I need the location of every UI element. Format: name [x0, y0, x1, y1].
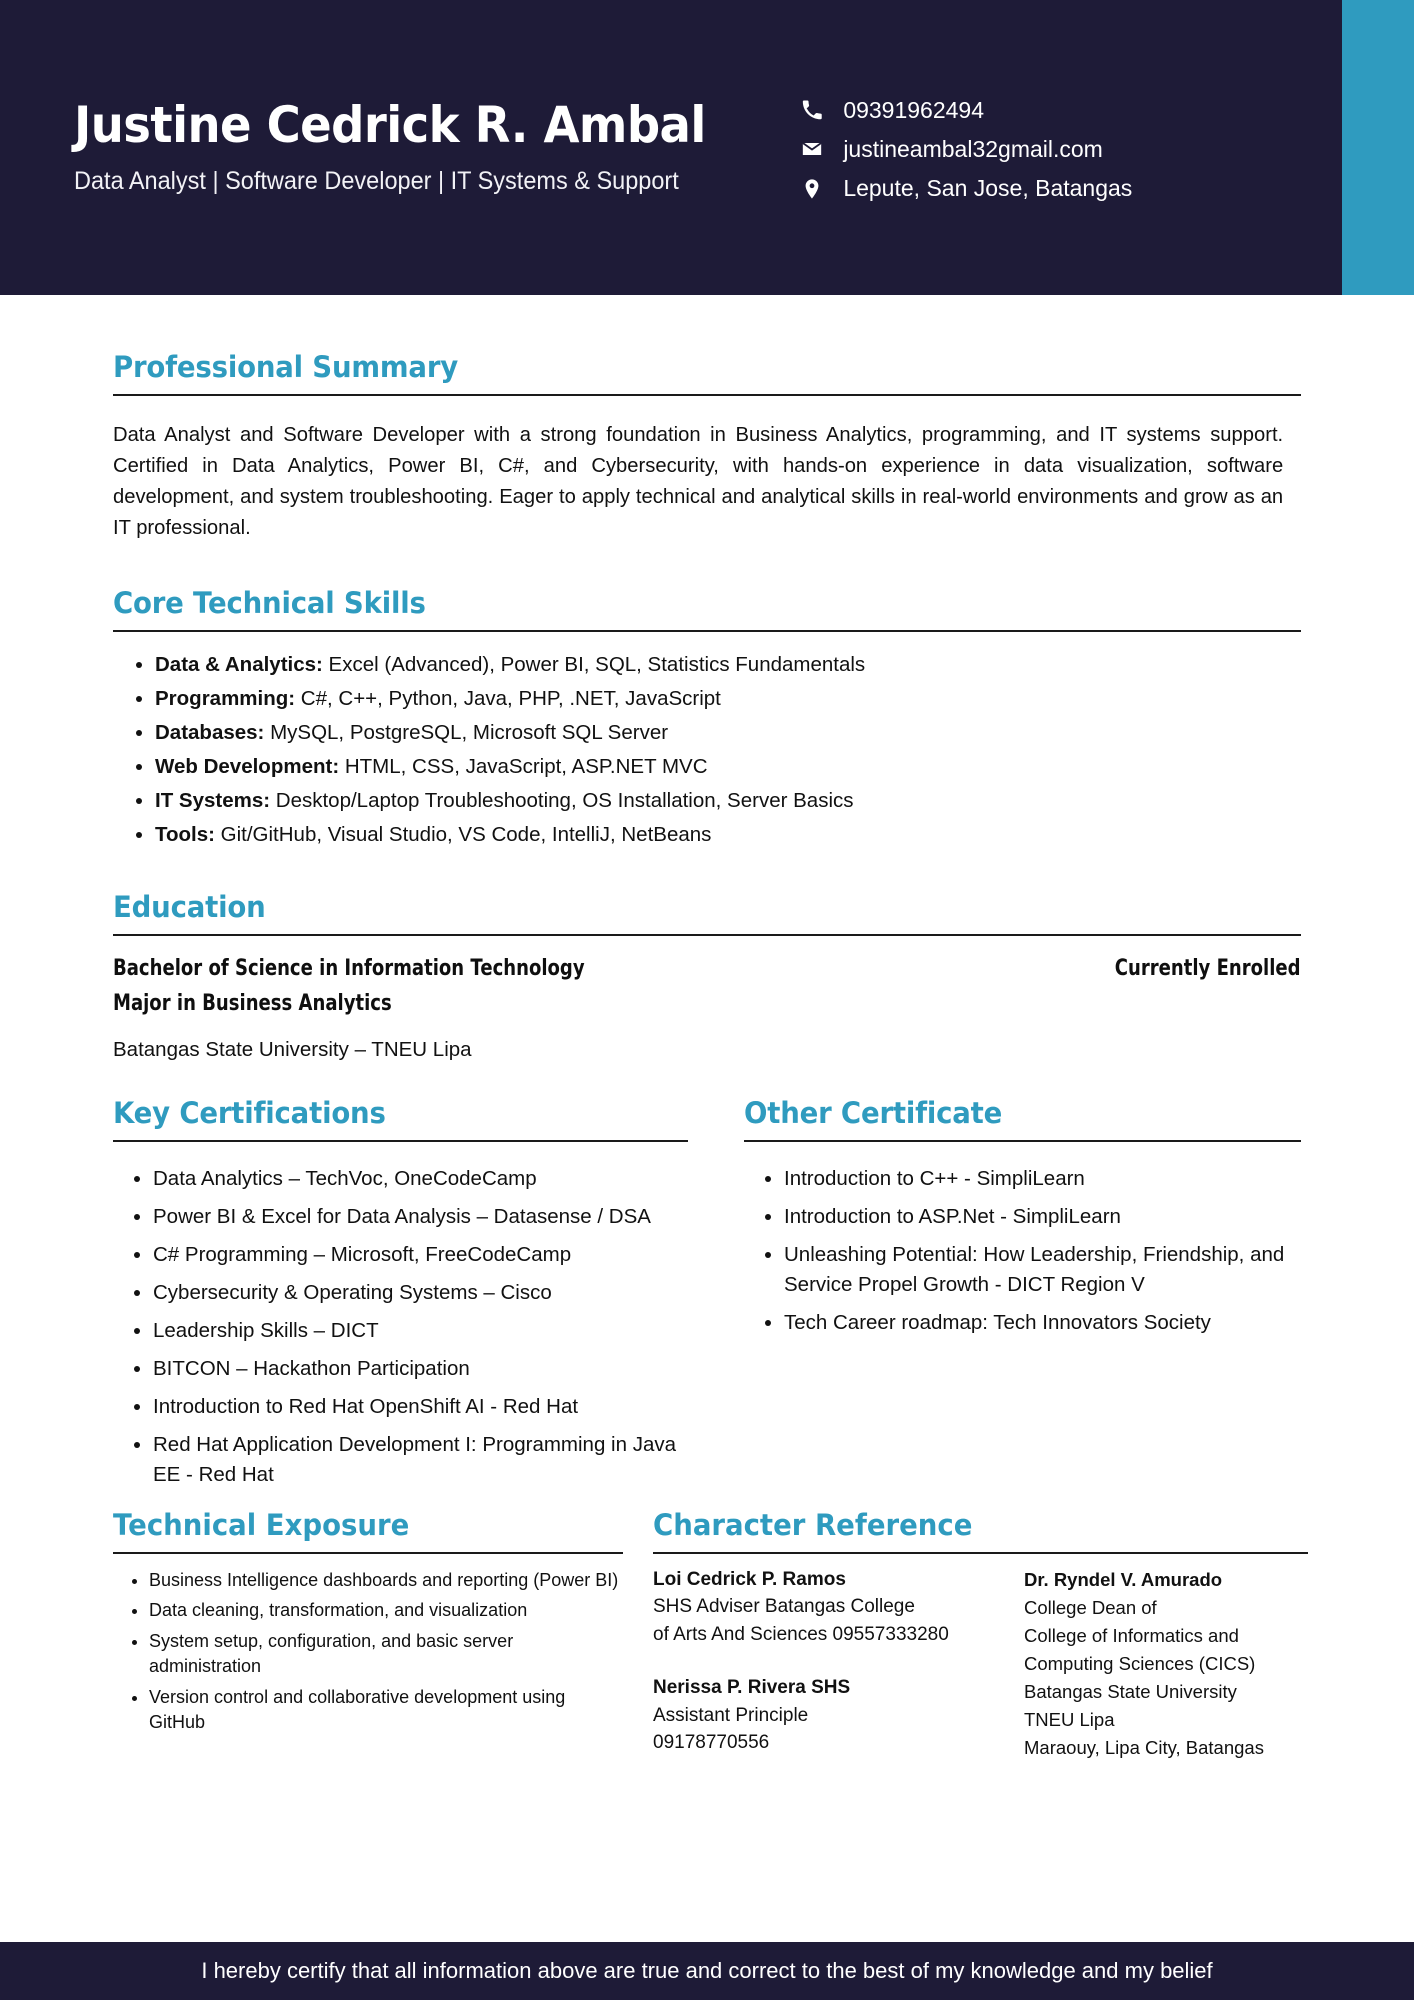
section-professional-summary [113, 350, 1301, 544]
list-item: • Version control and collaborative development using GitHub [149, 1685, 623, 1736]
skill-label: Web Development: [155, 755, 340, 778]
list-item: • Tech Career roadmap: Tech Innovators Society [784, 1308, 1301, 1338]
reference-detail: 09178770556 [653, 1732, 770, 1754]
skill-value: Excel (Advanced), Power BI, SQL, Statistics Fundamentals [322, 652, 866, 676]
list-item: • Red Hat Application Development I: Programming in Java EE - Red Hat [153, 1430, 688, 1490]
section-divider [113, 934, 1301, 936]
reference-detail: Maraouy, Lipa City, Batangas [1024, 1737, 1264, 1759]
page-title: Justine Cedrick R. Ambal [74, 96, 706, 155]
skill-value: Git/GitHub, Visual Studio, VS Code, IntelliJ, NetBeans [214, 823, 712, 847]
list-item: • Data cleaning, transformation, and visualization [149, 1598, 623, 1624]
skill-label: Programming: [155, 686, 296, 710]
resume-body [0, 350, 1414, 1762]
contact-location-value: Lepute, San Jose, Batangas [843, 175, 1133, 202]
section-title-technical-exposure: Technical Exposure [113, 1507, 410, 1542]
section-education [113, 890, 1301, 1062]
spacer [653, 1648, 998, 1674]
contact-phone-value: 09391962494 [843, 96, 985, 123]
section-title-core-technical-skills: Core Technical Skills [113, 585, 426, 620]
phone-icon [801, 99, 823, 121]
education-status: Currently Enrolled [1115, 956, 1301, 982]
list-item: • System setup, configuration, and basic server administration [149, 1629, 623, 1680]
professional-tagline: Data Analyst | Software Developer | IT Systems & Support [74, 166, 679, 195]
reference-name: Nerissa P. Rivera SHS [653, 1677, 851, 1699]
envelope-icon [801, 138, 823, 160]
certification-statement: I hereby certify that all information above are true and correct to the best of my knowledge and my belief [201, 1958, 1213, 1983]
reference-detail: College Dean of [1024, 1596, 1157, 1618]
list-item [155, 718, 1301, 748]
list-item: • Cybersecurity & Operating Systems – Cisco [153, 1278, 688, 1308]
skill-value: C#, C++, Python, Java, PHP, .NET, JavaScript [295, 686, 721, 710]
section-other-certificate [744, 1096, 1301, 1497]
skill-label: IT Systems: [155, 789, 271, 813]
resume-footer [0, 1942, 1414, 2000]
skill-label: Tools: [155, 823, 215, 847]
section-key-certifications [113, 1096, 688, 1497]
technical-exposure-list [113, 1568, 623, 1736]
section-divider [113, 630, 1301, 632]
section-core-technical-skills [113, 586, 1301, 851]
education-entry [113, 956, 1301, 981]
section-title-character-reference: Character Reference [653, 1507, 973, 1542]
reference-detail: SHS Adviser Batangas College [653, 1596, 915, 1618]
reference-entry [653, 1674, 998, 1757]
section-title-other-certificate: Other Certificate [744, 1096, 1003, 1131]
reference-detail: TNEU Lipa [1024, 1709, 1115, 1731]
list-item: • Business Intelligence dashboards and reporting (Power BI) [149, 1568, 623, 1594]
professional-summary-text: Data Analyst and Software Developer with a strong foundation in Business Analytics, programming, and IT systems support. Certified in Data Analytics, Power BI, C#, and Cybersecurity, with hands-on experience in data visualization, software development, and system troubleshooting. Eager to apply technical and analytical skills in real-world environments and grow as an IT professional. [113, 423, 1284, 540]
reference-detail: Computing Sciences (CICS) [1024, 1653, 1256, 1674]
list-item [155, 820, 1301, 850]
reference-name: Dr. Ryndel V. Amurado [1024, 1568, 1223, 1590]
section-title-key-certifications: Key Certifications [113, 1096, 386, 1131]
identity-block [74, 96, 753, 195]
skill-label: Data & Analytics: [155, 652, 323, 676]
reference-detail: Batangas State University [1024, 1681, 1237, 1703]
list-item: • BITCON – Hackathon Participation [153, 1354, 688, 1384]
list-item: • Introduction to Red Hat OpenShift AI - Red Hat [153, 1392, 688, 1422]
contact-block [801, 94, 1132, 202]
list-item: • Introduction to ASP.Net - SimpliLearn [784, 1202, 1301, 1232]
location-pin-icon [801, 178, 823, 200]
list-item [155, 650, 1301, 680]
lower-zone [113, 1508, 1301, 1763]
education-degree: Bachelor of Science in Information Technology [113, 956, 585, 982]
reference-entry [1024, 1566, 1314, 1763]
section-title-education: Education [113, 890, 266, 925]
section-character-reference [653, 1508, 1308, 1763]
list-item [155, 786, 1301, 816]
certifications-zone [113, 1096, 1301, 1497]
reference-columns [653, 1566, 1308, 1763]
skills-list [113, 650, 1301, 851]
section-title-professional-summary: Professional Summary [113, 350, 458, 384]
reference-entry [653, 1566, 998, 1649]
resume-header [0, 0, 1414, 295]
list-item [155, 752, 1301, 782]
contact-location[interactable] [801, 176, 1132, 201]
list-item: • C# Programming – Microsoft, FreeCodeCamp [153, 1240, 688, 1270]
list-item: • Power BI & Excel for Data Analysis – Datasense / DSA [153, 1202, 688, 1232]
skill-label: Databases: [155, 720, 265, 744]
section-divider [113, 1140, 688, 1142]
list-item [155, 684, 1301, 714]
list-item: • Leadership Skills – DICT [153, 1316, 688, 1346]
reference-detail: of Arts And Sciences 09557333280 [653, 1623, 949, 1645]
skill-value: MySQL, PostgreSQL, Microsoft SQL Server [264, 720, 669, 744]
reference-detail: College of Informatics and [1024, 1624, 1239, 1646]
reference-detail: Assistant Principle [653, 1704, 809, 1726]
reference-column-b [1024, 1566, 1314, 1763]
skill-value: Desktop/Laptop Troubleshooting, OS Installation, Server Basics [270, 789, 854, 813]
education-school: Batangas State University – TNEU Lipa [113, 1038, 472, 1062]
section-divider [113, 394, 1301, 396]
contact-email[interactable] [801, 137, 1132, 162]
list-item: • Unleashing Potential: How Leadership, Friendship, and Service Propel Growth - DICT Region V [784, 1240, 1301, 1300]
skill-value: HTML, CSS, JavaScript, ASP.NET MVC [339, 755, 708, 778]
list-item: • Introduction to C++ - SimpliLearn [784, 1164, 1301, 1194]
section-divider [113, 1552, 623, 1554]
reference-name: Loi Cedrick P. Ramos [653, 1568, 846, 1590]
other-certificate-list [744, 1164, 1301, 1338]
contact-phone[interactable] [801, 98, 1132, 123]
reference-column-a [653, 1566, 998, 1763]
section-divider [744, 1140, 1301, 1142]
key-certifications-list [113, 1164, 688, 1489]
contact-email-value: justineambal32gmail.com [843, 135, 1103, 162]
section-divider [653, 1552, 1308, 1554]
education-major: Major in Business Analytics [113, 991, 392, 1017]
section-technical-exposure [113, 1508, 623, 1763]
list-item: • Data Analytics – TechVoc, OneCodeCamp [153, 1164, 688, 1194]
